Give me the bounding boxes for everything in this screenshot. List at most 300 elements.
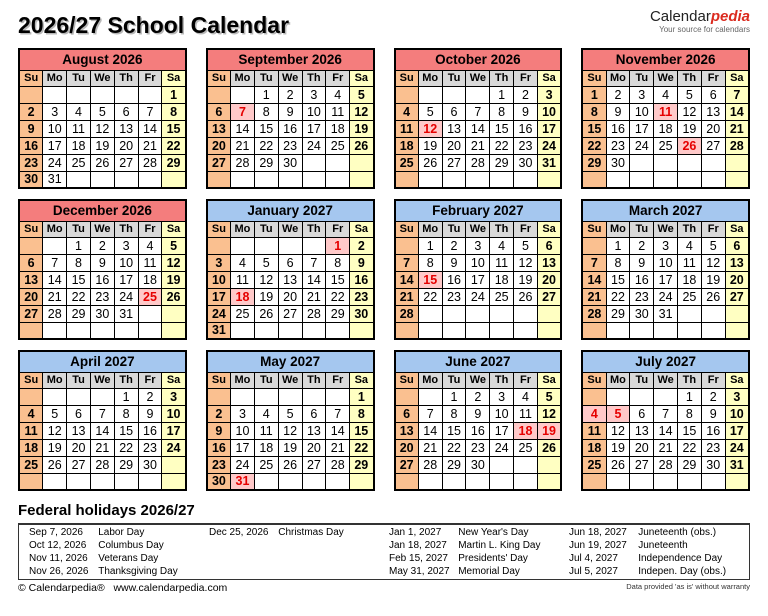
date-cell: 23 bbox=[19, 154, 43, 171]
date-cell: 11 bbox=[582, 422, 606, 439]
month-title-april-2027: April 2027 bbox=[19, 351, 186, 372]
date-cell: 10 bbox=[114, 254, 138, 271]
day-header-sa: Sa bbox=[162, 221, 186, 237]
date-cell: 5 bbox=[701, 237, 725, 254]
date-cell: 20 bbox=[537, 271, 561, 288]
date-cell: 15 bbox=[350, 422, 374, 439]
empty-cell bbox=[490, 322, 514, 339]
date-cell: 14 bbox=[582, 271, 606, 288]
month-june-2027 bbox=[394, 350, 563, 491]
date-cell: 28 bbox=[302, 305, 326, 322]
day-header-su: Su bbox=[582, 221, 606, 237]
date-cell: 11 bbox=[254, 422, 278, 439]
empty-cell bbox=[90, 388, 114, 405]
empty-cell bbox=[350, 154, 374, 171]
empty-cell bbox=[231, 171, 255, 188]
empty-cell bbox=[537, 171, 561, 188]
date-cell: 12 bbox=[514, 254, 538, 271]
empty-cell bbox=[490, 305, 514, 322]
empty-cell bbox=[19, 388, 43, 405]
holiday-name bbox=[278, 539, 389, 552]
date-cell: 15 bbox=[418, 271, 442, 288]
date-cell: 20 bbox=[207, 137, 231, 154]
date-cell: 28 bbox=[725, 137, 749, 154]
date-cell: 25 bbox=[582, 456, 606, 473]
date-cell: 25 bbox=[326, 137, 350, 154]
date-cell: 23 bbox=[630, 288, 654, 305]
date-cell: 19 bbox=[537, 422, 561, 439]
day-header-sa: Sa bbox=[725, 70, 749, 86]
copyright bbox=[18, 582, 227, 594]
date-cell: 9 bbox=[466, 405, 490, 422]
page-footer bbox=[18, 582, 750, 594]
date-cell: 17 bbox=[630, 120, 654, 137]
date-cell: 15 bbox=[162, 120, 186, 137]
empty-cell bbox=[514, 456, 538, 473]
date-cell: 6 bbox=[442, 103, 466, 120]
date-cell: 17 bbox=[231, 439, 255, 456]
holiday-name: Veterans Day bbox=[98, 553, 159, 564]
empty-cell bbox=[67, 388, 91, 405]
date-cell: 22 bbox=[418, 288, 442, 305]
date-cell: 8 bbox=[67, 254, 91, 271]
empty-cell bbox=[442, 171, 466, 188]
date-cell: 7 bbox=[725, 86, 749, 103]
date-cell: 23 bbox=[606, 137, 630, 154]
day-header-fr: Fr bbox=[326, 372, 350, 388]
day-header-fr: Fr bbox=[701, 70, 725, 86]
date-cell: 18 bbox=[326, 120, 350, 137]
website-link[interactable]: www.calendarpedia.com bbox=[113, 582, 228, 594]
empty-cell bbox=[678, 322, 702, 339]
empty-cell bbox=[701, 154, 725, 171]
date-cell: 31 bbox=[231, 473, 255, 490]
date-cell: 11 bbox=[514, 405, 538, 422]
date-cell: 12 bbox=[254, 271, 278, 288]
day-header-sa: Sa bbox=[537, 372, 561, 388]
date-cell: 5 bbox=[278, 405, 302, 422]
date-cell: 14 bbox=[302, 271, 326, 288]
date-cell: 30 bbox=[630, 305, 654, 322]
day-header-sa: Sa bbox=[162, 70, 186, 86]
day-header-su: Su bbox=[395, 221, 419, 237]
date-cell: 21 bbox=[654, 439, 678, 456]
empty-cell bbox=[90, 473, 114, 490]
date-cell: 16 bbox=[19, 137, 43, 154]
empty-cell bbox=[162, 473, 186, 490]
empty-cell bbox=[606, 171, 630, 188]
date-cell: 30 bbox=[606, 154, 630, 171]
date-cell: 27 bbox=[207, 154, 231, 171]
logo-tagline: Your source for calendars bbox=[659, 25, 750, 34]
date-cell: 3 bbox=[43, 103, 67, 120]
date-cell: 4 bbox=[514, 388, 538, 405]
date-cell: 30 bbox=[138, 456, 162, 473]
date-cell: 8 bbox=[326, 254, 350, 271]
date-cell: 26 bbox=[90, 154, 114, 171]
month-title-july-2027: July 2027 bbox=[582, 351, 749, 372]
date-cell: 14 bbox=[326, 422, 350, 439]
date-cell: 1 bbox=[67, 237, 91, 254]
day-header-th: Th bbox=[302, 70, 326, 86]
date-cell: 8 bbox=[350, 405, 374, 422]
date-cell: 15 bbox=[490, 120, 514, 137]
empty-cell bbox=[725, 171, 749, 188]
holiday-date: Oct 12, 2026 bbox=[29, 540, 87, 551]
holiday-date: Feb 15, 2027 bbox=[389, 553, 448, 564]
empty-cell bbox=[514, 322, 538, 339]
date-cell: 5 bbox=[537, 388, 561, 405]
month-november-2026 bbox=[581, 48, 750, 189]
holiday-name: Labor Day bbox=[98, 527, 145, 538]
date-cell: 9 bbox=[606, 103, 630, 120]
day-header-mo: Mo bbox=[231, 372, 255, 388]
date-cell: 20 bbox=[19, 288, 43, 305]
day-header-tu: Tu bbox=[442, 372, 466, 388]
empty-cell bbox=[302, 237, 326, 254]
holiday-date: Jul 5, 2027 bbox=[569, 566, 618, 577]
date-cell: 6 bbox=[207, 103, 231, 120]
date-cell: 18 bbox=[254, 439, 278, 456]
date-cell: 4 bbox=[582, 405, 606, 422]
date-cell: 27 bbox=[395, 456, 419, 473]
day-header-tu: Tu bbox=[442, 221, 466, 237]
date-cell: 12 bbox=[606, 422, 630, 439]
holiday-name: New Year's Day bbox=[458, 527, 529, 538]
date-cell: 17 bbox=[537, 120, 561, 137]
date-cell: 13 bbox=[114, 120, 138, 137]
date-cell: 4 bbox=[490, 237, 514, 254]
calendarpedia-logo[interactable] bbox=[650, 6, 750, 34]
date-cell: 22 bbox=[350, 439, 374, 456]
holiday-date: Dec 25, 2026 bbox=[209, 527, 269, 538]
holiday-date bbox=[209, 552, 278, 565]
day-header-tu: Tu bbox=[442, 70, 466, 86]
day-header-fr: Fr bbox=[326, 70, 350, 86]
empty-cell bbox=[207, 388, 231, 405]
empty-cell bbox=[630, 154, 654, 171]
date-cell: 1 bbox=[582, 86, 606, 103]
date-cell: 12 bbox=[678, 103, 702, 120]
date-cell: 24 bbox=[114, 288, 138, 305]
empty-cell bbox=[395, 171, 419, 188]
date-cell: 19 bbox=[606, 439, 630, 456]
empty-cell bbox=[418, 171, 442, 188]
empty-cell bbox=[19, 322, 43, 339]
date-cell: 4 bbox=[326, 86, 350, 103]
date-cell: 16 bbox=[630, 271, 654, 288]
empty-cell bbox=[302, 154, 326, 171]
day-header-th: Th bbox=[114, 372, 138, 388]
date-cell: 4 bbox=[395, 103, 419, 120]
date-cell: 13 bbox=[442, 120, 466, 137]
date-cell: 26 bbox=[678, 137, 702, 154]
date-cell: 4 bbox=[678, 237, 702, 254]
empty-cell bbox=[302, 171, 326, 188]
date-cell: 5 bbox=[90, 103, 114, 120]
month-title-february-2027: February 2027 bbox=[395, 200, 562, 221]
empty-cell bbox=[701, 473, 725, 490]
date-cell: 25 bbox=[514, 439, 538, 456]
empty-cell bbox=[490, 456, 514, 473]
day-header-th: Th bbox=[490, 221, 514, 237]
day-header-th: Th bbox=[302, 221, 326, 237]
date-cell: 21 bbox=[138, 137, 162, 154]
date-cell: 13 bbox=[395, 422, 419, 439]
date-cell: 2 bbox=[630, 237, 654, 254]
date-cell: 4 bbox=[654, 86, 678, 103]
empty-cell bbox=[466, 305, 490, 322]
date-cell: 19 bbox=[678, 120, 702, 137]
month-title-january-2027: January 2027 bbox=[207, 200, 374, 221]
empty-cell bbox=[138, 86, 162, 103]
day-header-su: Su bbox=[207, 221, 231, 237]
holidays-table bbox=[18, 523, 750, 580]
empty-cell bbox=[582, 322, 606, 339]
date-cell: 27 bbox=[630, 456, 654, 473]
date-cell: 18 bbox=[395, 137, 419, 154]
date-cell: 13 bbox=[278, 271, 302, 288]
date-cell: 6 bbox=[701, 86, 725, 103]
date-cell: 28 bbox=[43, 305, 67, 322]
date-cell: 2 bbox=[278, 86, 302, 103]
date-cell: 20 bbox=[442, 137, 466, 154]
day-header-mo: Mo bbox=[43, 221, 67, 237]
day-header-we: We bbox=[654, 70, 678, 86]
empty-cell bbox=[43, 473, 67, 490]
date-cell: 13 bbox=[701, 103, 725, 120]
date-cell: 25 bbox=[395, 154, 419, 171]
date-cell: 19 bbox=[701, 271, 725, 288]
date-cell: 26 bbox=[514, 288, 538, 305]
date-cell: 30 bbox=[207, 473, 231, 490]
date-cell: 9 bbox=[350, 254, 374, 271]
holiday-name: Juneteenth (obs.) bbox=[638, 527, 717, 538]
holiday-name bbox=[278, 552, 389, 565]
empty-cell bbox=[207, 171, 231, 188]
date-cell: 23 bbox=[350, 288, 374, 305]
page-header bbox=[18, 6, 750, 46]
day-header-mo: Mo bbox=[418, 372, 442, 388]
empty-cell bbox=[418, 305, 442, 322]
day-header-tu: Tu bbox=[254, 70, 278, 86]
day-header-su: Su bbox=[207, 70, 231, 86]
date-cell: 9 bbox=[90, 254, 114, 271]
date-cell: 26 bbox=[606, 456, 630, 473]
empty-cell bbox=[231, 322, 255, 339]
date-cell: 14 bbox=[231, 120, 255, 137]
date-cell: 20 bbox=[67, 439, 91, 456]
holiday-date: Jan 1, 2027 bbox=[389, 527, 442, 538]
date-cell: 5 bbox=[43, 405, 67, 422]
date-cell: 16 bbox=[138, 422, 162, 439]
date-cell: 18 bbox=[654, 120, 678, 137]
date-cell: 11 bbox=[326, 103, 350, 120]
empty-cell bbox=[442, 305, 466, 322]
month-january-2027 bbox=[206, 199, 375, 340]
calendar-grid bbox=[18, 48, 750, 491]
empty-cell bbox=[442, 86, 466, 103]
date-cell: 24 bbox=[207, 305, 231, 322]
date-cell: 17 bbox=[43, 137, 67, 154]
date-cell: 9 bbox=[138, 405, 162, 422]
date-cell: 8 bbox=[114, 405, 138, 422]
empty-cell bbox=[207, 86, 231, 103]
empty-cell bbox=[466, 473, 490, 490]
date-cell: 22 bbox=[326, 288, 350, 305]
date-cell: 20 bbox=[114, 137, 138, 154]
day-header-we: We bbox=[90, 372, 114, 388]
date-cell: 7 bbox=[302, 254, 326, 271]
empty-cell bbox=[514, 171, 538, 188]
date-cell: 11 bbox=[19, 422, 43, 439]
empty-cell bbox=[582, 237, 606, 254]
date-cell: 20 bbox=[278, 288, 302, 305]
date-cell: 17 bbox=[466, 271, 490, 288]
empty-cell bbox=[114, 86, 138, 103]
date-cell: 6 bbox=[67, 405, 91, 422]
holiday-name: Martin L. King Day bbox=[458, 540, 541, 551]
date-cell: 1 bbox=[326, 237, 350, 254]
empty-cell bbox=[466, 86, 490, 103]
date-cell: 22 bbox=[162, 137, 186, 154]
day-header-fr: Fr bbox=[701, 221, 725, 237]
date-cell: 19 bbox=[90, 137, 114, 154]
date-cell: 10 bbox=[43, 120, 67, 137]
date-cell: 30 bbox=[278, 154, 302, 171]
date-cell: 13 bbox=[302, 422, 326, 439]
date-cell: 28 bbox=[395, 305, 419, 322]
date-cell: 31 bbox=[114, 305, 138, 322]
date-cell: 29 bbox=[678, 456, 702, 473]
day-header-mo: Mo bbox=[606, 221, 630, 237]
date-cell: 14 bbox=[466, 120, 490, 137]
empty-cell bbox=[326, 171, 350, 188]
date-cell: 17 bbox=[114, 271, 138, 288]
holiday-name: Indepen. Day (obs.) bbox=[638, 566, 727, 577]
day-header-tu: Tu bbox=[254, 372, 278, 388]
date-cell: 23 bbox=[701, 439, 725, 456]
date-cell: 1 bbox=[418, 237, 442, 254]
empty-cell bbox=[302, 388, 326, 405]
date-cell: 20 bbox=[701, 120, 725, 137]
empty-cell bbox=[19, 237, 43, 254]
holiday-date: Nov 26, 2026 bbox=[29, 566, 89, 577]
day-header-mo: Mo bbox=[418, 221, 442, 237]
date-cell: 4 bbox=[231, 254, 255, 271]
month-august-2026 bbox=[18, 48, 187, 189]
holiday-date bbox=[209, 565, 278, 578]
empty-cell bbox=[466, 322, 490, 339]
month-september-2026 bbox=[206, 48, 375, 189]
date-cell: 24 bbox=[537, 137, 561, 154]
empty-cell bbox=[90, 171, 114, 188]
date-cell: 2 bbox=[442, 237, 466, 254]
empty-cell bbox=[162, 305, 186, 322]
date-cell: 18 bbox=[67, 137, 91, 154]
date-cell: 27 bbox=[537, 288, 561, 305]
date-cell: 22 bbox=[606, 288, 630, 305]
date-cell: 19 bbox=[43, 439, 67, 456]
empty-cell bbox=[254, 388, 278, 405]
date-cell: 31 bbox=[725, 456, 749, 473]
date-cell: 10 bbox=[466, 254, 490, 271]
date-cell: 26 bbox=[278, 456, 302, 473]
day-header-sa: Sa bbox=[537, 221, 561, 237]
day-header-su: Su bbox=[582, 70, 606, 86]
day-header-mo: Mo bbox=[231, 70, 255, 86]
date-cell: 18 bbox=[514, 422, 538, 439]
date-cell: 9 bbox=[442, 254, 466, 271]
page-title: 2026/27 School Calendar bbox=[18, 12, 290, 38]
empty-cell bbox=[654, 388, 678, 405]
date-cell: 16 bbox=[278, 120, 302, 137]
date-cell: 18 bbox=[138, 271, 162, 288]
date-cell: 25 bbox=[254, 456, 278, 473]
date-cell: 10 bbox=[207, 271, 231, 288]
empty-cell bbox=[678, 305, 702, 322]
day-header-th: Th bbox=[114, 70, 138, 86]
date-cell: 6 bbox=[19, 254, 43, 271]
date-cell: 22 bbox=[67, 288, 91, 305]
date-cell: 1 bbox=[350, 388, 374, 405]
date-cell: 6 bbox=[114, 103, 138, 120]
date-cell: 23 bbox=[207, 456, 231, 473]
empty-cell bbox=[701, 171, 725, 188]
day-header-th: Th bbox=[302, 372, 326, 388]
date-cell: 31 bbox=[654, 305, 678, 322]
day-header-sa: Sa bbox=[725, 221, 749, 237]
day-header-we: We bbox=[278, 372, 302, 388]
date-cell: 4 bbox=[254, 405, 278, 422]
date-cell: 3 bbox=[654, 237, 678, 254]
date-cell: 8 bbox=[162, 103, 186, 120]
day-header-th: Th bbox=[114, 221, 138, 237]
date-cell: 27 bbox=[442, 154, 466, 171]
day-header-tu: Tu bbox=[630, 372, 654, 388]
date-cell: 26 bbox=[162, 288, 186, 305]
empty-cell bbox=[326, 388, 350, 405]
date-cell: 5 bbox=[162, 237, 186, 254]
empty-cell bbox=[490, 171, 514, 188]
date-cell: 13 bbox=[630, 422, 654, 439]
date-cell: 31 bbox=[207, 322, 231, 339]
empty-cell bbox=[43, 388, 67, 405]
empty-cell bbox=[418, 473, 442, 490]
empty-cell bbox=[582, 171, 606, 188]
empty-cell bbox=[162, 322, 186, 339]
date-cell: 5 bbox=[350, 86, 374, 103]
date-cell: 15 bbox=[582, 120, 606, 137]
day-header-we: We bbox=[466, 372, 490, 388]
day-header-th: Th bbox=[678, 70, 702, 86]
date-cell: 9 bbox=[207, 422, 231, 439]
date-cell: 16 bbox=[207, 439, 231, 456]
month-march-2027 bbox=[581, 199, 750, 340]
empty-cell bbox=[701, 322, 725, 339]
empty-cell bbox=[514, 305, 538, 322]
empty-cell bbox=[418, 322, 442, 339]
date-cell: 25 bbox=[678, 288, 702, 305]
empty-cell bbox=[678, 171, 702, 188]
day-header-th: Th bbox=[490, 372, 514, 388]
date-cell: 21 bbox=[302, 288, 326, 305]
empty-cell bbox=[67, 171, 91, 188]
date-cell: 29 bbox=[67, 305, 91, 322]
month-february-2027 bbox=[394, 199, 563, 340]
date-cell: 20 bbox=[302, 439, 326, 456]
date-cell: 26 bbox=[254, 305, 278, 322]
